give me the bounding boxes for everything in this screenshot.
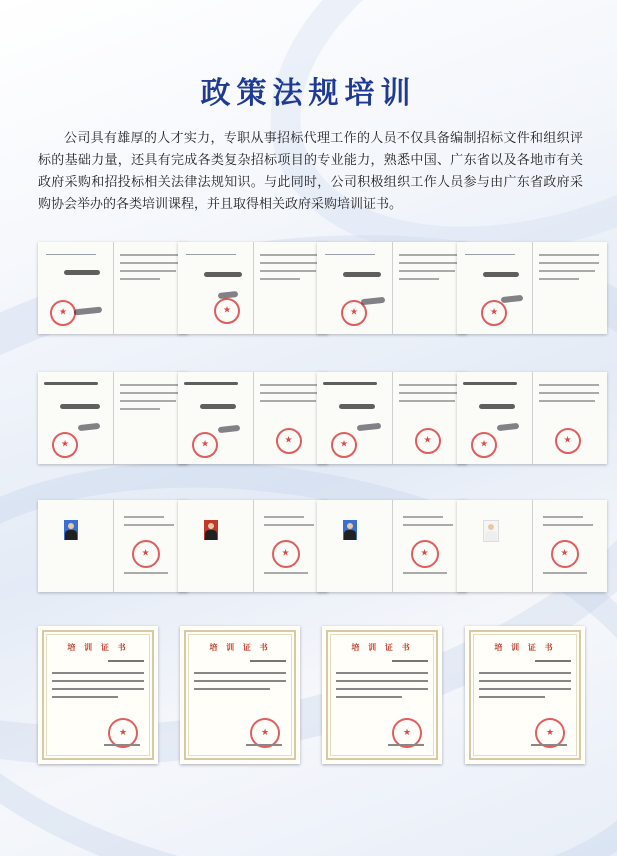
photo-certificate [38, 500, 188, 592]
training-booklet [317, 372, 467, 464]
portrait-photo [483, 520, 499, 542]
training-booklet [178, 242, 328, 334]
certificate-title: 培 训 证 书 [494, 642, 556, 652]
certificate-title: 培 训 证 书 [351, 642, 413, 652]
photo-certificate [457, 500, 607, 592]
training-booklet [38, 372, 188, 464]
photo-certificate [317, 500, 467, 592]
training-certificate [38, 626, 158, 764]
certificate-title: 培 训 证 书 [209, 642, 271, 652]
training-certificate [465, 626, 585, 764]
training-certificate [322, 626, 442, 764]
intro-paragraph: 公司具有雄厚的人才实力，专职从事招标代理工作的人员不仅具备编制招标文件和组织评标的基础力量，还具有完成各类复杂招标项目的专业能力，熟悉中国、广东省以及各地市有关政府采购和招投标相关法律法规知识。与此同时，公司积极组织工作人员参与由广东省政府采购协会举办的各类培训课程，并且取得相关政府采购培训证书。 [38, 131, 583, 212]
training-booklet [38, 242, 188, 334]
page-title: 政策法规培训 [200, 76, 417, 111]
portrait-photo [64, 520, 78, 540]
training-booklet [317, 242, 467, 334]
training-booklet [457, 242, 607, 334]
photo-certificate [178, 500, 328, 592]
portrait-photo [343, 520, 357, 540]
training-booklet [457, 372, 607, 464]
portrait-photo [204, 520, 218, 540]
certificate-title: 培 训 证 书 [67, 642, 129, 652]
training-certificate [180, 626, 300, 764]
training-booklet [178, 372, 328, 464]
